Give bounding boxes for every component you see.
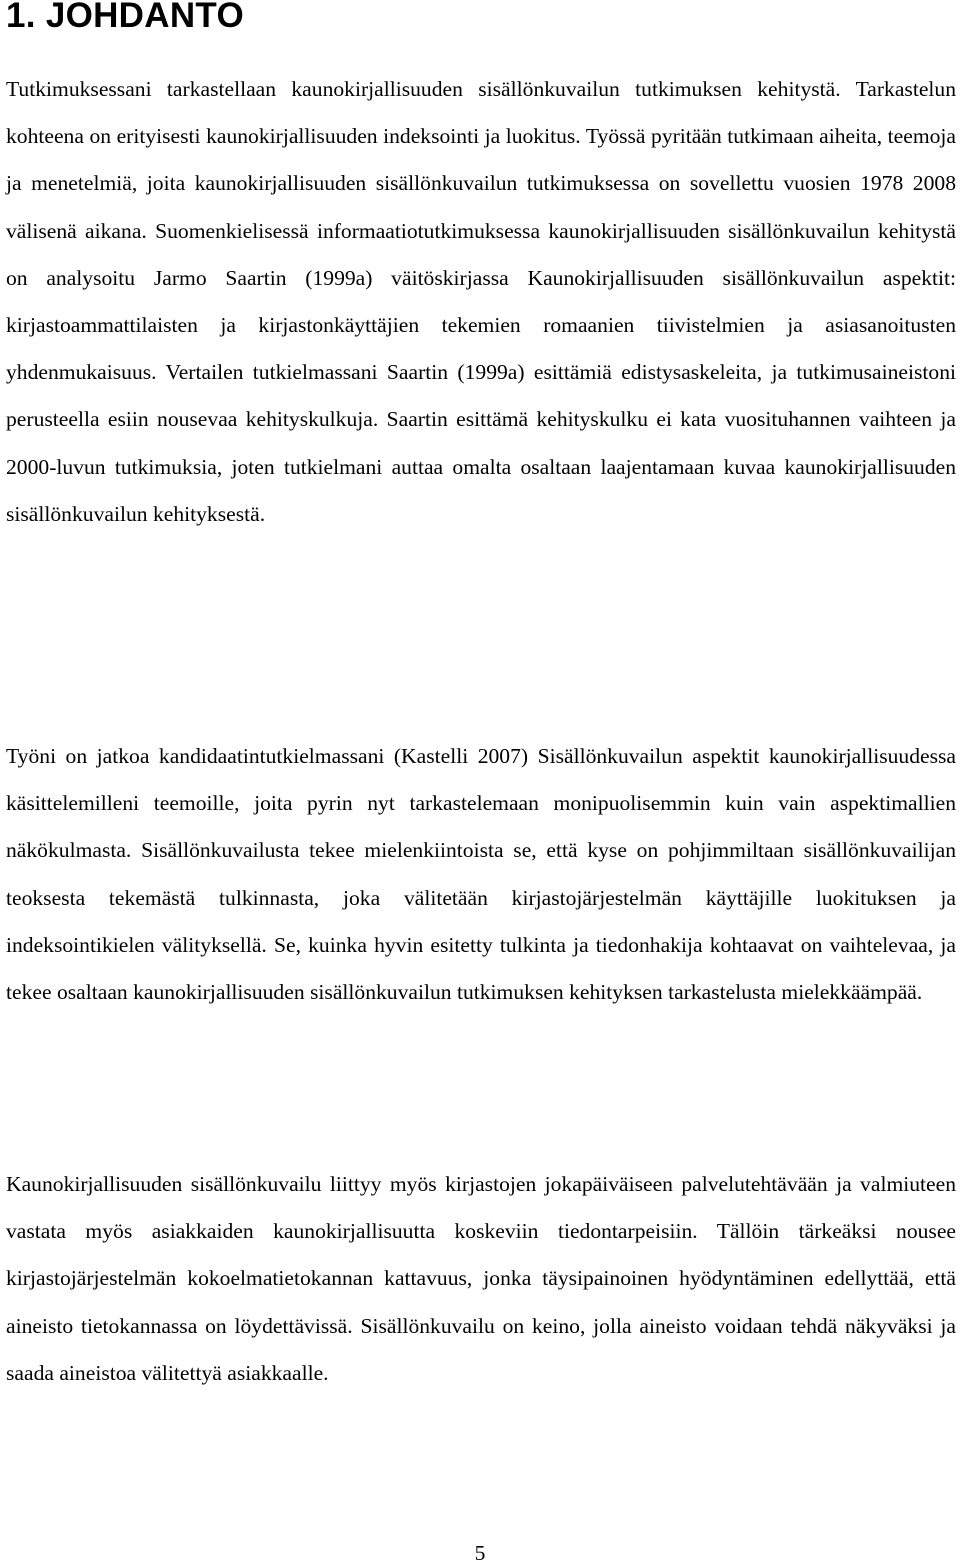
page-number: 5	[474, 1541, 486, 1565]
paragraph-1: Tutkimuksessani tarkastellaan kaunokirjallisuuden sisällönkuvailun tutkimuksen kehitystä. Tarkastelun kohteena on erityisesti kaunokirjallisuuden indeksointi ja luokitus. Työssä pyritään tutkimaan aiheita, teemoja ja menetelmiä, joita kaunokirjallisuuden sisällönkuvailun tutkimuksessa on sovellettu vuosien 1978 2008 välisenä aikana. Suomenkielisessä informaatiotutkimuksessa kaunokirjallisuuden sisällönkuvailun kehitystä on analysoitu Jarmo Saartin (1999a) väitöskirjassa Kaunokirjallisuuden sisällönkuvailun aspektit: kirjastoammattilaisten ja kirjastonkäyttäjien tekemien romaanien tiivistelmien ja asiasanoitusten yhdenmukaisuus. Vertailen tutkielmassani Saartin (1999a) esittämiä edistysaskeleita, ja tutkimusaineistoni perusteella esiin nousevaa kehityskulkuja. Saartin esittämä kehityskulku ei kata vuosituhannen vaihteen ja 2000-luvun tutkimuksia, joten tutkielmani auttaa omalta osaltaan laajentamaan kuvaa kaunokirjallisuuden sisällönkuvailun kehityksestä.	[6, 77, 956, 526]
chapter-heading: 1. JOHDANTO	[6, 0, 244, 35]
paragraph-3: Kaunokirjallisuuden sisällönkuvailu liittyy myös kirjastojen jokapäiväiseen palvelutehtävään ja valmiuteen vastata myös asiakkaiden kaunokirjallisuutta koskeviin tiedontarpeisiin. Tällöin tärkeäksi nousee kirjastojärjestelmän kokoelmatietokannan kattavuus, jonka täysipainoinen hyödyntäminen edellyttää, että aineisto tietokannassa on löydettävissä. Sisällönkuvailu on keino, jolla aineisto voidaan tehdä näkyväksi ja saada aineistoa välitettyä asiakkaalle.	[6, 1172, 956, 1385]
paragraph-2: Työni on jatkoa kandidaatintutkielmassani (Kastelli 2007) Sisällönkuvailun aspektit kaunokirjallisuudessa käsittelemilleni teemoille, joita pyrin nyt tarkastelemaan monipuolisemmin kuin vain aspektimallien näkökulmasta. Sisällönkuvailusta tekee mielenkiintoista se, että kyse on pohjimmiltaan sisällönkuvailijan teoksesta tekemästä tulkinnasta, joka välitetään kirjastojärjestelmän käyttäjille luokituksen ja indeksointikielen välityksellä. Se, kuinka hyvin esitetty tulkinta ja tiedonhakija kohtaavat on vaihtelevaa, ja tekee osaltaan kaunokirjallisuuden sisällönkuvailun tutkimuksen kehityksen tarkastelusta mielekkäämpää.	[6, 744, 956, 1005]
